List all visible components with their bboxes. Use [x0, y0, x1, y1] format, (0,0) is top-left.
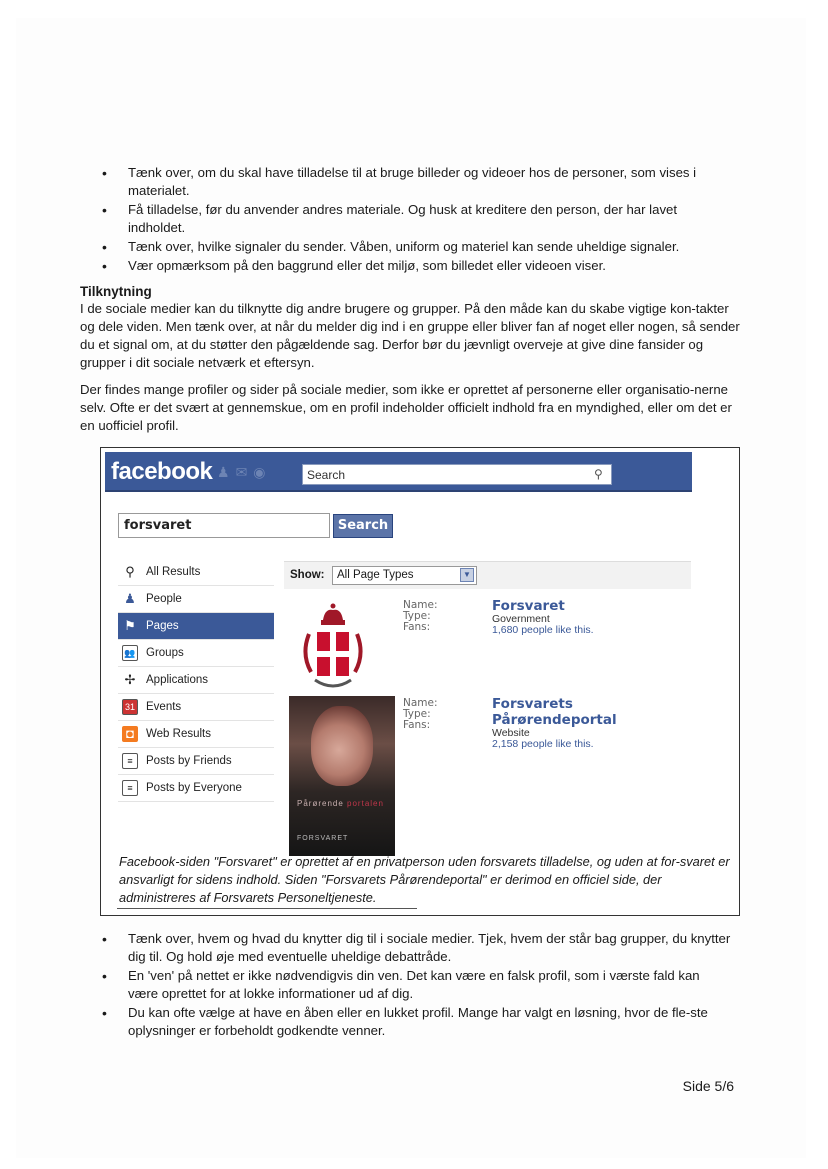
calendar-icon: 31 [122, 699, 138, 715]
result-type: Government [492, 613, 550, 625]
paragraph: Der findes mange profiler og sider på sociale medier, som ikke er oprettet af personerne eller organisatio-nerne selv. Ofte er det svært at gennemskue, om en profil indeholder officielt indhold fra en myndighed, eller om det er en uofficiel profil. [80, 382, 732, 433]
paragraph: I de sociale medier kan du tilknytte dig andre brugere og grupper. På den måde kan du skabe vigtige kon-takter og dele viden. Men tænk over, at når du melder dig ind i en gruppe eller bliver fan af noget eller nogen, så sender du et signal om, at du støtter den pågældende sag. Derfor bør du jævnligt overveje at give dine fansider og grupper i dit sociale netværk et eftersyn. [80, 301, 740, 370]
figure-caption: Facebook-siden "Forsvaret" er oprettet af en privatperson uden forsvarets tilladelse, og uden at for-svaret er ansvarligt for sidens indhold. Siden "Forsvarets Pårørendeportal" er derimod en officiel side, der administreres af Forsvarets Personeltjeneste. [119, 854, 730, 905]
portrait-image [311, 706, 373, 786]
list-item: • Du kan ofte vælge at have en åben eller en lukket profil. Mange har valgt en løsning, hvor de fle-ste oplysninger er forbeholdt godkendte venner. [102, 1005, 708, 1038]
bullet-list-top [82, 164, 732, 276]
facebook-logo[interactable]: facebook [111, 458, 213, 485]
sidebar-item-people[interactable]: ♟ People [118, 586, 274, 613]
result-type: Website [492, 727, 530, 739]
top-search-input[interactable]: Search ⚲ [302, 464, 612, 485]
result-name-link[interactable]: Forsvaret [492, 598, 565, 614]
page-number: Side 5/6 [682, 1078, 734, 1094]
chevron-down-icon[interactable]: ▼ [460, 568, 474, 582]
filter-bar [284, 561, 691, 589]
sidebar-item-applications[interactable]: ✢ Applications [118, 667, 274, 694]
list-item: • Tænk over, om du skal have tilladelse til at bruge billeder og videoer hos de personer, som vises i materialet. [102, 165, 697, 198]
facebook-top-bar [105, 452, 692, 492]
sidebar-item-posts-by-everyone[interactable]: ≡ Posts by Everyone [118, 775, 274, 802]
poster-image[interactable] [289, 696, 395, 856]
result-meta-labels: Name: Type: Fans: [403, 697, 438, 731]
sidebar-item-events[interactable]: 31 Events [118, 694, 274, 721]
facebook-screenshot-figure [100, 447, 740, 916]
sidebar-item-web-results[interactable]: ◘ Web Results [118, 721, 274, 748]
notification-icons [217, 464, 272, 481]
result-name-link[interactable]: Forsvarets Pårørendeportal [492, 696, 617, 728]
sidebar-item-posts-by-friends[interactable]: ≡ Posts by Friends [118, 748, 274, 775]
post-icon: ≡ [122, 780, 138, 796]
result-info [492, 598, 594, 636]
caption-underline [117, 908, 417, 909]
puzzle-icon: ✢ [124, 672, 136, 687]
globe-icon[interactable]: ◉ [253, 464, 272, 480]
forsvaret-crest-icon[interactable] [295, 598, 371, 694]
result-filter-sidebar [118, 559, 274, 802]
result-info [492, 696, 689, 750]
sidebar-item-pages[interactable]: ⚑ Pages [118, 613, 274, 640]
poster-logo: FORSVARET [297, 835, 349, 842]
result-fans: 1,680 people like this. [492, 624, 594, 636]
bullet-list-bottom [82, 930, 732, 1041]
query-input[interactable]: forsvaret [118, 513, 330, 538]
page-type-select[interactable]: All Page Types ▼ [332, 566, 477, 585]
group-icon: 👥 [122, 645, 138, 661]
poster-title: Pårørende portalen [297, 799, 384, 808]
flag-icon: ⚑ [124, 618, 136, 633]
magnifier-icon: ⚲ [125, 564, 135, 579]
list-item: • Tænk over, hvem og hvad du knytter dig til i sociale medier. Tjek, hvem der står bag grupper, du knytter dig til. Og hold øje med eventuelle uheldige debattråde. [102, 931, 731, 964]
search-button[interactable]: Search [333, 514, 393, 538]
list-item: • Vær opmærksom på den baggrund eller det miljø, som billedet eller videoen viser. [102, 258, 606, 274]
show-label: Show: [290, 569, 325, 581]
friends-icon[interactable]: ♟ [217, 464, 236, 480]
messages-icon[interactable]: ✉ [235, 464, 254, 480]
section-heading: Tilknytning [80, 284, 152, 299]
result-meta-labels: Name: Type: Fans: [403, 599, 438, 633]
list-item: • Tænk over, hvilke signaler du sender. Våben, uniform og materiel kan sende uheldige signaler. [102, 239, 680, 255]
sidebar-item-groups[interactable]: 👥 Groups [118, 640, 274, 667]
list-item: • Få tilladelse, før du anvender andres materiale. Og husk at kreditere den person, der har lavet indholdet. [102, 202, 678, 235]
sidebar-item-all-results[interactable]: ⚲ All Results [118, 559, 274, 586]
web-icon: ◘ [122, 726, 138, 742]
result-fans: 2,158 people like this. [492, 738, 594, 750]
post-icon: ≡ [122, 753, 138, 769]
list-item: • En 'ven' på nettet er ikke nødvendigvis din ven. Det kan være en falsk profil, som i værste fald kan være oprettet for at lokke informationer ud af dig. [102, 968, 700, 1001]
person-icon: ♟ [124, 591, 136, 606]
search-icon[interactable]: ⚲ [594, 467, 603, 481]
